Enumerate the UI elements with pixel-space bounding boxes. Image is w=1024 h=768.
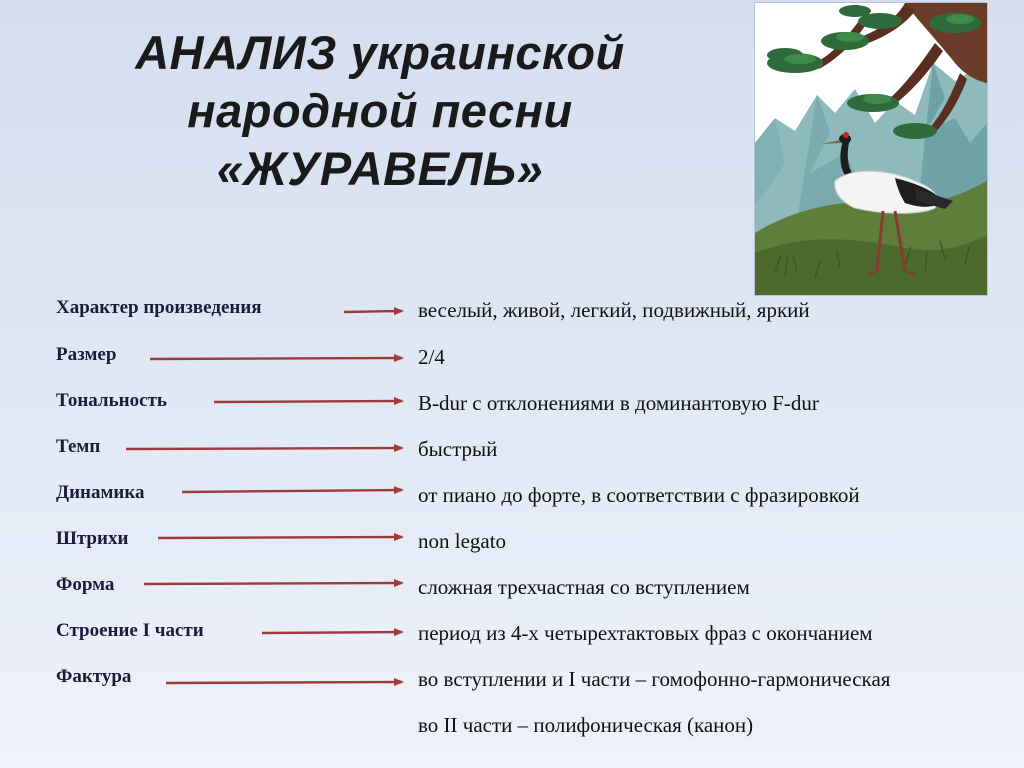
label-texture: Фактура xyxy=(56,666,132,687)
page-title xyxy=(60,24,700,198)
arrow-structure xyxy=(262,632,402,633)
label-dynamics: Динамика xyxy=(56,482,145,503)
arrow-strokes xyxy=(158,537,402,538)
crane-illustration xyxy=(754,2,988,296)
title-line-1: АНАЛИЗ украинской xyxy=(135,26,625,79)
title-line-2: народной песни xyxy=(187,84,573,137)
arrow-key xyxy=(214,401,402,402)
arrow-tempo xyxy=(126,448,402,449)
arrow-dynamics xyxy=(182,490,402,492)
value-texture-part2: во II части – полифоническая (канон) xyxy=(418,713,754,737)
value-character: веселый, живой, легкий, подвижный, яркий xyxy=(418,298,810,322)
value-strokes: non legato xyxy=(418,529,507,553)
arrow-form xyxy=(144,583,402,584)
label-tempo: Темп xyxy=(56,436,101,457)
value-tempo: быстрый xyxy=(418,437,498,461)
title-line-3: «ЖУРАВЕЛЬ» xyxy=(216,142,544,195)
value-dynamics: от пиано до форте, в соответствии с фразировкой xyxy=(418,483,860,507)
arrow-texture xyxy=(166,682,402,683)
value-meter: 2/4 xyxy=(418,345,445,369)
arrow-character xyxy=(344,311,402,312)
arrow-meter xyxy=(150,358,402,359)
value-structure: период из 4-х четырехтактовых фраз с окончанием xyxy=(418,621,873,645)
value-form: сложная трехчастная со вступлением xyxy=(418,575,750,599)
label-key: Тональность xyxy=(56,390,167,411)
label-strokes: Штрихи xyxy=(56,528,129,549)
label-meter: Размер xyxy=(56,344,117,365)
value-key: B-dur с отклонениями в доминантовую F-dur xyxy=(418,391,819,415)
label-structure: Строение I части xyxy=(56,620,204,641)
label-form: Форма xyxy=(56,574,115,595)
label-character: Характер произведения xyxy=(56,297,262,318)
value-texture: во вступлении и I части – гомофонно-гармоническая xyxy=(418,667,891,691)
